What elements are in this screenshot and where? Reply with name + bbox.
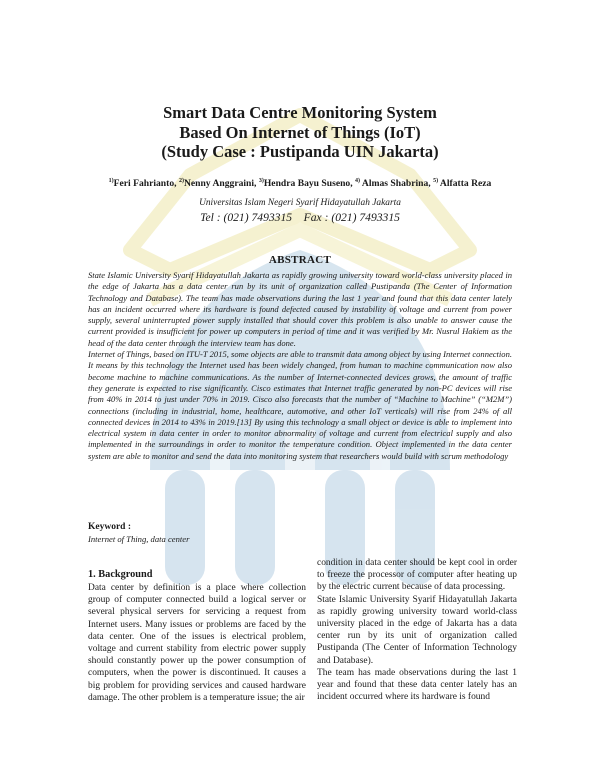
title-line: Smart Data Centre Monitoring System (163, 103, 437, 122)
body-paragraph: condition in data center should be kept cool in order to freeze the processor of computer after heating up by the electric current because of data processing. (317, 558, 517, 593)
abstract-paragraph: Internet of Things, based on ITU-T 2015, some objects are able to transmit data among object by using Internet connection. It means by this technology the Internet used has been widely changed, from human to machine communication now also become machine to machine communications. As the number of Internet-connected devices grows, the amount of traffic they generate is expected to rise significantly. Cisco estimates that Internet traffic generated by non-PC devices will rise from 40% in 2014 to just under 70% in 2019. Cisco also forecasts that the number of “Machine to Machine” (“M2M”) connections (including in industrial, home, healthcare, automotive, and other IoT verticals) will rise from 24% of all connected devices in 2014 to 43% in 2019.[13] By using this technology a small object or device is able to implement into electrical system in data center in order to monitor abnormality of voltage and current from electrical supply and also implemented in the surroundings in order to monitor the temperature condition. Object implemented in the data center system are able to monitor and send the data into monitoring system that researchers would build with scrum methodology (88, 349, 512, 461)
author-number: 1) (108, 178, 114, 184)
author-list (40, 178, 560, 189)
title-line: Based On Internet of Things (IoT) (179, 122, 421, 142)
keyword-heading: Keyword : (88, 522, 132, 532)
author-name: Almas Shabrina, (360, 178, 434, 190)
paper-title (40, 103, 560, 162)
abstract-heading: ABSTRACT (268, 254, 332, 266)
keyword-list: Internet of Thing, data center (88, 534, 190, 544)
body-paragraph: Data center by definition is a place where collection group of computer connected build a logical server or several physical servers for servicing a request from Internet users. Many issues or problems are faced by the data center. One of the issues is electrical problem, voltage and current stability from electric power supply should constantly power up the power consumption of computers, when the power is discontinued. It causes a big problem for providing services and caused hardware damage. The other problem is a temperature issue; the air (88, 583, 306, 703)
abstract-paragraph: State Islamic University Syarif Hidayatullah Jakarta as rapidly growing university toward world-class university placed in the edge of Jakarta has a data center run by its unit of organization called Pustipanda (The Center of Information Technology and Database). The team has made observations during the last 1 year and found that this data center lately has an incident occurred where its hardware is found defected caused by instability of voltage and current from power supply, several uninterrupted power supply installed that should cover this problem is also unable to answer cause the current provided is insufficient for power up computers in period of time and it was verified by Mr. Nusrul Hakiem as the head of the data center through the interview team has done. (88, 270, 512, 348)
author-name: Nenny Anggraini, (183, 178, 259, 190)
author-number: 5) (433, 178, 439, 184)
affiliation: Universitas Islam Negeri Syarif Hidayatullah Jakarta (199, 198, 401, 208)
title-line: (Study Case : Pustipanda UIN Jakarta) (161, 142, 439, 161)
body-paragraph: The team has made observations during the last 1 year and found that these data center lately has an incident occurred where its hardware is found (317, 667, 517, 703)
author-number: 4) (355, 178, 361, 184)
author-name: Alfatta Reza (438, 178, 492, 190)
left-column (88, 568, 306, 704)
author-number: 3) (258, 178, 264, 184)
body-paragraph: State Islamic University Syarif Hidayatullah Jakarta as rapidly growing university toward world-class university placed in the edge of Jakarta has a data center run by its unit of organization called Pustipanda (The Center of Information Technology and Database). (317, 594, 517, 666)
author-number: 2) (178, 178, 184, 184)
abstract-body (88, 270, 512, 462)
author-name: Hendra Bayu Suseno, (263, 178, 356, 190)
section-heading: 1. Background (88, 569, 153, 580)
author-name: Feri Fahrianto, (113, 178, 179, 190)
right-column (317, 557, 517, 703)
contact-info: Tel : (021) 7493315 Fax : (021) 7493315 (200, 211, 400, 224)
